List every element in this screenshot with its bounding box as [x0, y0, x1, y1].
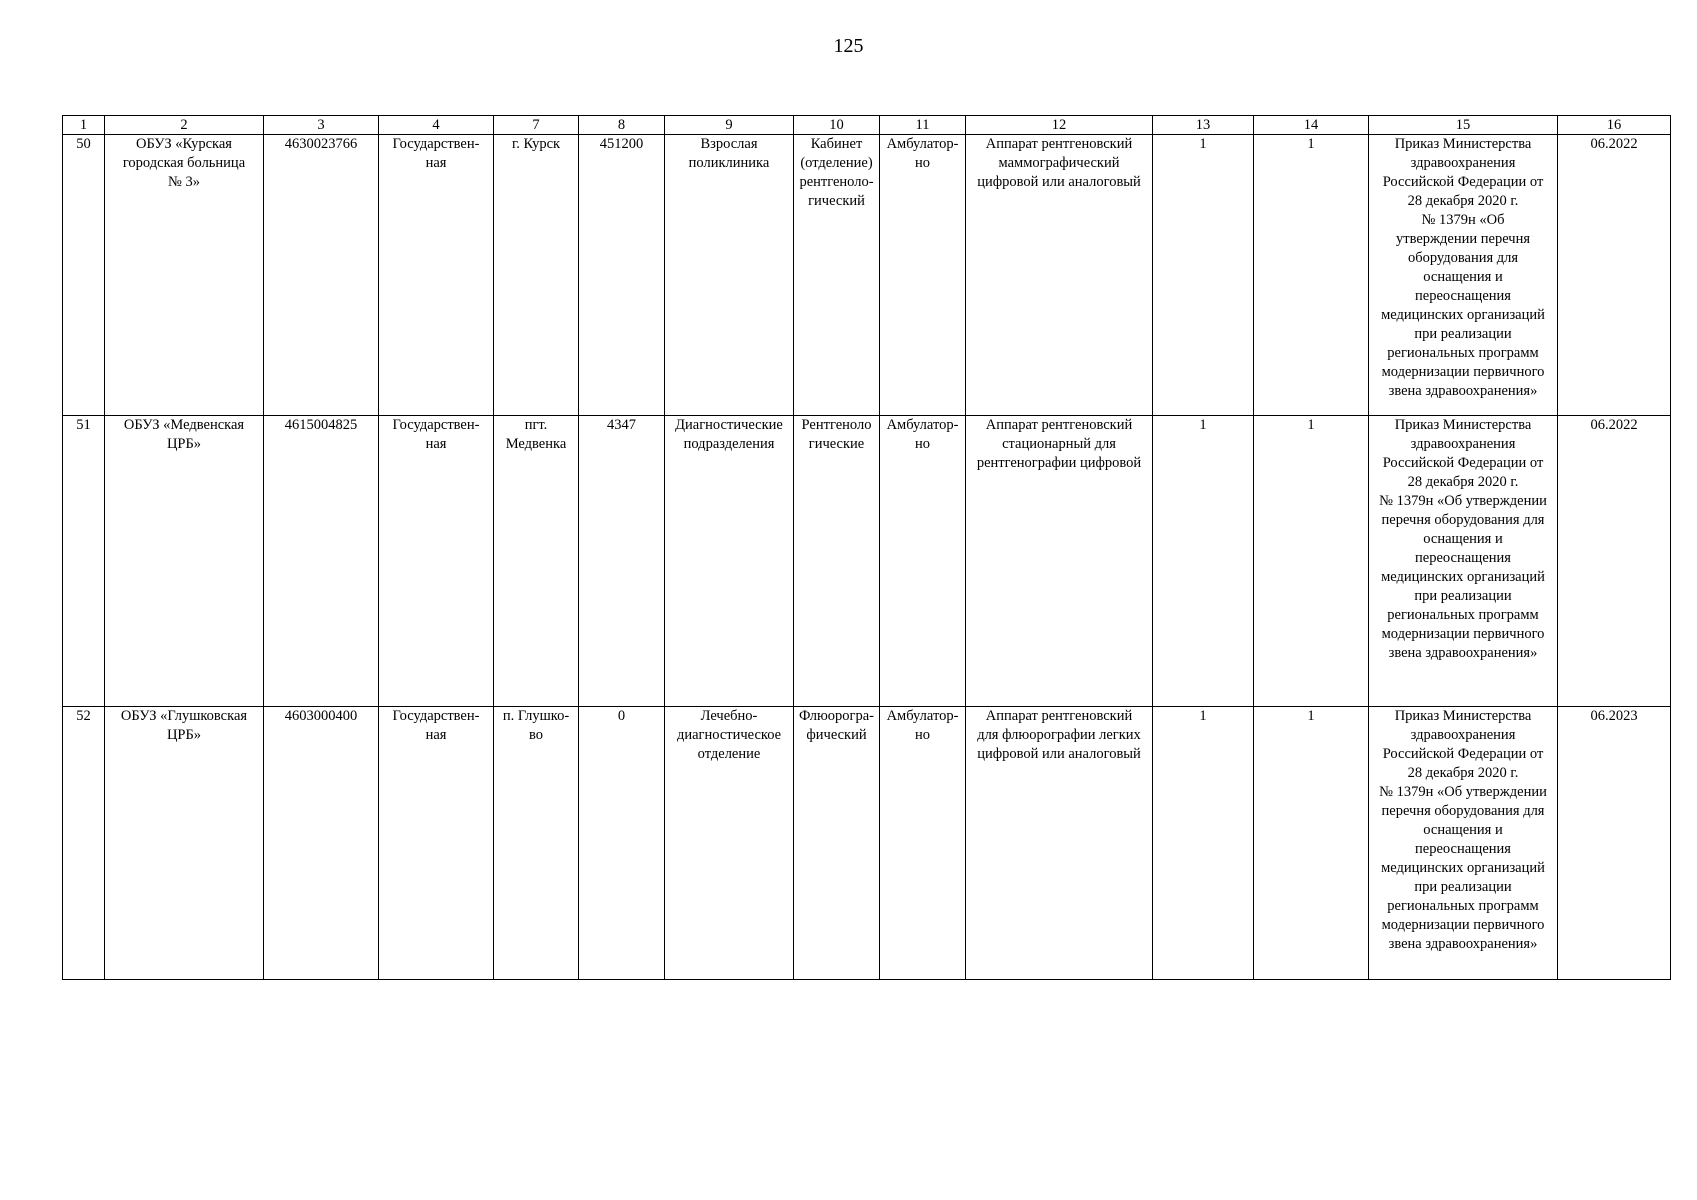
care-type-cell: Амбулатор- но — [880, 707, 966, 980]
header-cell: 15 — [1369, 116, 1558, 135]
header-cell: 16 — [1558, 116, 1671, 135]
quantity-cell: 1 — [1254, 135, 1369, 416]
header-cell: 8 — [579, 116, 665, 135]
quantity-cell: 1 — [1254, 707, 1369, 980]
inn-cell: 4603000400 — [264, 707, 379, 980]
basis-cell: Приказ Министерства здравоохранения Российской Федерации от 28 декабря 2020 г. № 1379н «Об утверждении перечня оборудования для оснащения и переоснащения медицинских организаций при реализации региональных программ модернизации первичного звена здравоохранения» — [1369, 707, 1558, 980]
page-number: 125 — [833, 35, 864, 57]
header-cell: 13 — [1153, 116, 1254, 135]
population-cell: 0 — [579, 707, 665, 980]
inn-cell: 4615004825 — [264, 416, 379, 707]
organization-cell: ОБУЗ «Глушковская ЦРБ» — [105, 707, 264, 980]
header-cell: 9 — [665, 116, 794, 135]
header-cell: 10 — [794, 116, 880, 135]
table-row — [63, 135, 1671, 416]
ownership-cell: Государствен- ная — [379, 135, 494, 416]
equipment-cell: Аппарат рентгеновский маммографический цифровой или аналоговый — [966, 135, 1153, 416]
quantity-cell: 1 — [1254, 416, 1369, 707]
locality-cell: п. Глушко- во — [494, 707, 579, 980]
table-row — [63, 707, 1671, 980]
header-cell: 11 — [880, 116, 966, 135]
ownership-cell: Государствен- ная — [379, 416, 494, 707]
header-cell: 12 — [966, 116, 1153, 135]
header-cell: 4 — [379, 116, 494, 135]
equipment-table — [62, 115, 1671, 980]
unit-cell: Лечебно- диагностическое отделение — [665, 707, 794, 980]
header-cell: 3 — [264, 116, 379, 135]
population-cell: 451200 — [579, 135, 665, 416]
header-cell: 1 — [63, 116, 105, 135]
population-cell: 4347 — [579, 416, 665, 707]
inn-cell: 4630023766 — [264, 135, 379, 416]
quantity-cell: 1 — [1153, 416, 1254, 707]
locality-cell: пгт. Медвенка — [494, 416, 579, 707]
basis-cell: Приказ Министерства здравоохранения Российской Федерации от 28 декабря 2020 г. № 1379н «Об утверждении перечня оборудования для оснащения и переоснащения медицинских организаций при реализации региональных программ модернизации первичного звена здравоохранения» — [1369, 135, 1558, 416]
row-number-cell: 52 — [63, 707, 105, 980]
date-cell: 06.2022 — [1558, 135, 1671, 416]
header-cell: 14 — [1254, 116, 1369, 135]
date-cell: 06.2023 — [1558, 707, 1671, 980]
row-number-cell: 51 — [63, 416, 105, 707]
organization-cell: ОБУЗ «Медвенская ЦРБ» — [105, 416, 264, 707]
equipment-cell: Аппарат рентгеновский для флюорографии легких цифровой или аналоговый — [966, 707, 1153, 980]
header-cell: 7 — [494, 116, 579, 135]
unit-cell: Диагностические подразделения — [665, 416, 794, 707]
equipment-cell: Аппарат рентгеновский стационарный для рентгенографии цифровой — [966, 416, 1153, 707]
care-type-cell: Амбулатор- но — [880, 135, 966, 416]
header-row — [63, 116, 1671, 135]
department-cell: Кабинет (отделение) рентгеноло- гический — [794, 135, 880, 416]
quantity-cell: 1 — [1153, 707, 1254, 980]
header-cell: 2 — [105, 116, 264, 135]
organization-cell: ОБУЗ «Курская городская больница № 3» — [105, 135, 264, 416]
row-number-cell: 50 — [63, 135, 105, 416]
basis-cell: Приказ Министерства здравоохранения Российской Федерации от 28 декабря 2020 г. № 1379н «Об утверждении перечня оборудования для оснащения и переоснащения медицинских организаций при реализации региональных программ модернизации первичного звена здравоохранения» — [1369, 416, 1558, 707]
care-type-cell: Амбулатор- но — [880, 416, 966, 707]
department-cell: Флюорогра- фический — [794, 707, 880, 980]
locality-cell: г. Курск — [494, 135, 579, 416]
ownership-cell: Государствен- ная — [379, 707, 494, 980]
department-cell: Рентгеноло гические — [794, 416, 880, 707]
unit-cell: Взрослая поликлиника — [665, 135, 794, 416]
table-row — [63, 416, 1671, 707]
quantity-cell: 1 — [1153, 135, 1254, 416]
date-cell: 06.2022 — [1558, 416, 1671, 707]
